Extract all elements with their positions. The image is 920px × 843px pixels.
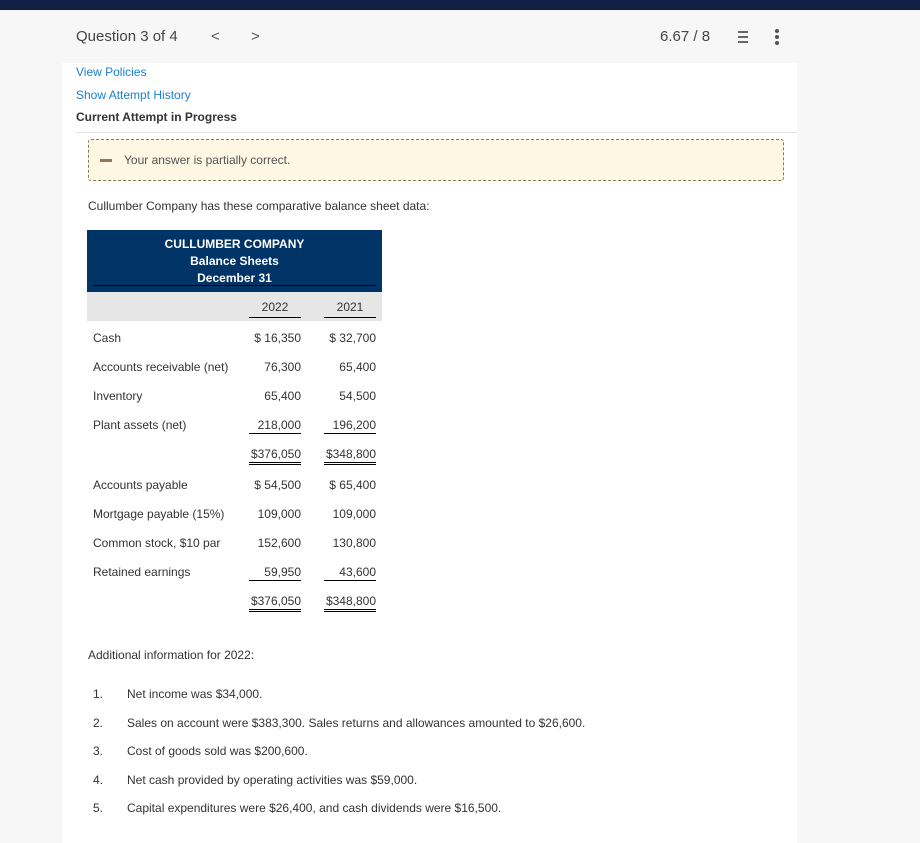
score: 6.67 / 8	[660, 28, 711, 45]
value-2022: 109,000	[257, 507, 301, 521]
row-label: Accounts receivable (net)	[93, 360, 229, 374]
table-row	[87, 381, 382, 410]
row-label: Inventory	[93, 389, 143, 403]
question-intro: Cullumber Company has these comparative balance sheet data:	[88, 199, 430, 213]
divider	[76, 132, 797, 133]
value-2022: $376,050	[249, 594, 301, 612]
item-text: Sales on account were $383,300. Sales returns and allowances amounted to $26,600.	[127, 715, 586, 730]
top-bar	[0, 0, 920, 10]
additional-info-title: Additional information for 2022:	[88, 648, 255, 662]
table-header	[87, 230, 382, 292]
row-label: Plant assets (net)	[93, 418, 187, 432]
value-2021: 196,200	[324, 418, 376, 434]
company-name: CULLUMBER COMPANY	[164, 237, 305, 251]
item-text: Net income was $34,000.	[127, 687, 263, 701]
table-row	[87, 352, 382, 381]
item-text: Net cash provided by operating activities was $59,000.	[127, 772, 418, 787]
value-2022: 65,400	[264, 389, 301, 403]
table-row	[87, 410, 382, 439]
statement-title: Balance Sheets	[190, 254, 279, 268]
item-text: Cost of goods sold was $200,600.	[127, 744, 308, 758]
value-2022: $ 16,350	[254, 331, 301, 345]
table-row	[87, 557, 382, 586]
value-2022: $ 54,500	[254, 478, 301, 492]
row-label: Accounts payable	[93, 478, 188, 492]
item-number: 2.	[93, 715, 104, 730]
table-row	[87, 499, 382, 528]
value-2022: 152,600	[257, 536, 301, 550]
table-row	[87, 470, 382, 499]
row-label: Common stock, $10 par	[93, 536, 221, 550]
row-label: Retained earnings	[93, 565, 191, 579]
table-row	[87, 528, 382, 557]
value-2021: $ 32,700	[329, 331, 376, 345]
value-2021: $348,800	[324, 594, 376, 612]
table-row	[87, 586, 382, 615]
table-row	[87, 439, 382, 468]
value-2021: $348,800	[324, 447, 376, 465]
current-attempt-label: Current Attempt in Progress	[76, 110, 237, 124]
value-2022: 218,000	[249, 418, 301, 434]
row-label: Cash	[93, 331, 122, 345]
value-2021: 54,500	[339, 389, 376, 403]
next-question-button[interactable]: >	[251, 28, 260, 45]
year-2021: 2021	[324, 300, 376, 318]
partial-icon	[100, 159, 112, 162]
value-2022: 76,300	[264, 360, 301, 374]
balance-sheet-table	[87, 230, 382, 615]
table-row	[87, 323, 382, 352]
item-number: 1.	[93, 687, 104, 701]
prev-question-button[interactable]: <	[211, 28, 220, 45]
item-number: 4.	[93, 772, 104, 787]
notice-text: Your answer is partially correct.	[124, 153, 291, 167]
partial-correct-notice	[88, 139, 784, 181]
value-2021: 65,400	[339, 360, 376, 374]
statement-date: December 31	[197, 271, 272, 285]
value-2021: 130,800	[332, 536, 376, 550]
value-2021: $ 65,400	[329, 478, 376, 492]
value-2022: $376,050	[249, 447, 301, 465]
view-policies-link[interactable]: View Policies	[76, 65, 147, 79]
item-text: Capital expenditures were $26,400, and cash dividends were $16,500.	[127, 801, 502, 815]
year-row	[87, 292, 382, 321]
item-number: 5.	[93, 801, 104, 815]
value-2021: 109,000	[332, 507, 376, 521]
item-number: 3.	[93, 744, 104, 758]
more-options-icon[interactable]	[775, 29, 779, 47]
show-attempt-history-link[interactable]: Show Attempt History	[76, 88, 191, 102]
year-2022: 2022	[249, 300, 301, 318]
question-counter: Question 3 of 4	[76, 28, 178, 45]
row-label: Mortgage payable (15%)	[93, 507, 225, 521]
value-2021: 43,600	[324, 565, 376, 581]
header-rule	[93, 285, 376, 286]
value-2022: 59,950	[249, 565, 301, 581]
question-list-icon[interactable]	[734, 31, 748, 44]
